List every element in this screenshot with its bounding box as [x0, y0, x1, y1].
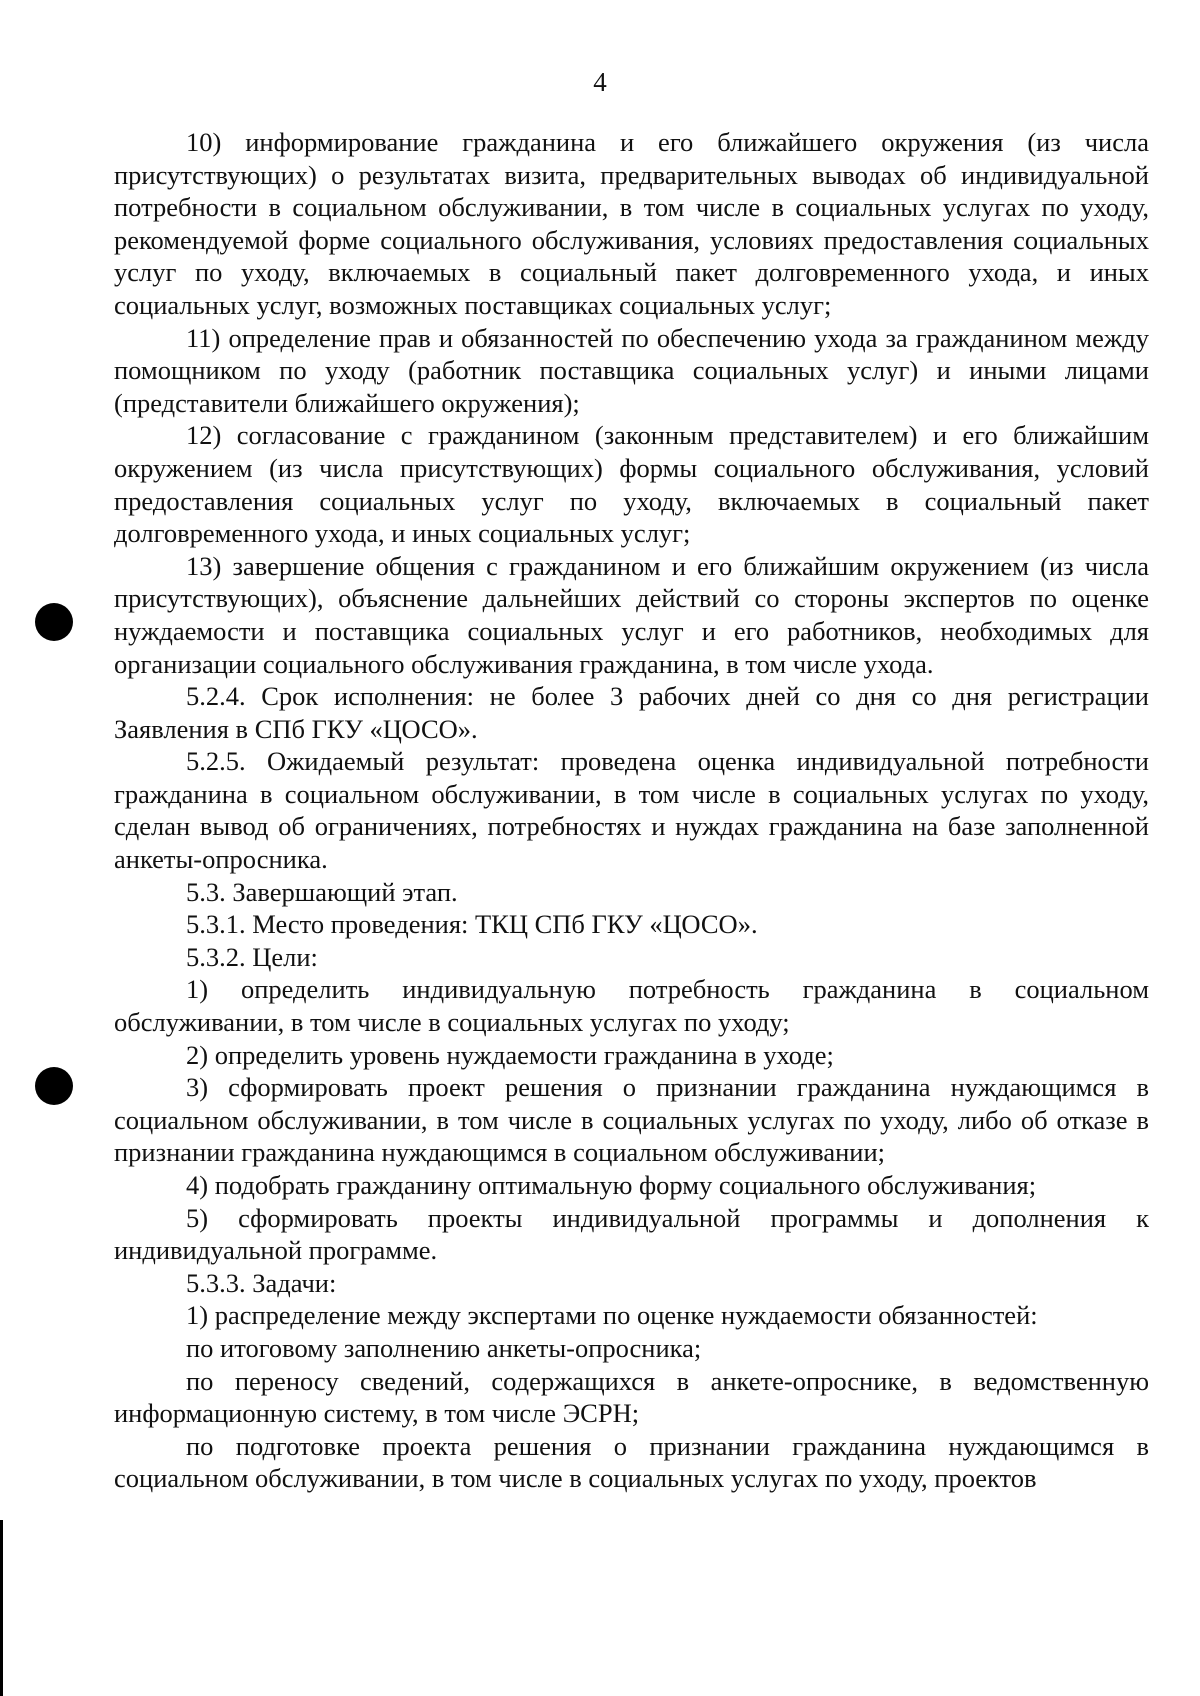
paragraph: 5.3.3. Задачи:	[186, 1267, 337, 1298]
paragraph: 5.3.2. Цели:	[186, 941, 318, 972]
page-number: 4	[593, 67, 607, 97]
section-heading: 5.3. Завершающий этап.	[186, 876, 458, 907]
list-item: 1) распределение между экспертами по оценке нуждаемости обязанностей:	[186, 1300, 1038, 1331]
list-item: 2) определить уровень нуждаемости гражданина в уходе;	[186, 1039, 834, 1070]
list-item: 4) подобрать гражданину оптимальную форму социального обслуживания;	[186, 1170, 1037, 1200]
list-item: по переносу сведений, содержащихся в анкете-опроснике, в ведомственную информационную систему, в том числе ЭСРН;	[114, 1365, 1149, 1429]
paragraph: 12) согласование с гражданином (законным представителем) и его ближайшим окружением (из числа присутствующих) формы социального обслуживания, условий предоставления социальных услуг по уходу, включаемых в социальный пакет долговременного ухода, и иных социальных услуг;	[114, 420, 1149, 549]
paragraph: 5.3.1. Место проведения: ТКЦ СПб ГКУ «ЦОСО».	[186, 909, 758, 940]
paragraph: 10) информирование гражданина и его ближайшего окружения (из числа присутствующих) о результатах визита, предварительных выводах об индивидуальной потребности в социальном обслуживании, в том числе в социальных услугах по уходу, рекомендуемой форме социального обслуживания, условиях предоставления социальных услуг по уходу, включаемых в социальный пакет долговременного ухода, и иных социальных услуг, возможных поставщиках социальных услуг;	[114, 127, 1149, 320]
punch-hole-mark	[35, 603, 73, 641]
punch-hole-mark	[35, 1067, 73, 1105]
paragraph: 5.2.5. Ожидаемый результат: проведена оценка индивидуальной потребности гражданина в социальном обслуживании, в том числе в социальных услугах по уходу, сделан вывод об ограничениях, потребностях и нуждах гражданина на базе заполненной анкеты-опросника.	[114, 746, 1149, 875]
paragraph: 11) определение прав и обязанностей по обеспечению ухода за гражданином между помощником по уходу (работник поставщика социальных услуг) и иными лицами (представители ближайшего окружения);	[114, 322, 1149, 418]
list-item: по подготовке проекта решения о признании гражданина нуждающимся в социальном обслуживании, в том числе в социальных услугах по уходу, проектов	[114, 1430, 1149, 1494]
list-item: 1) определить индивидуальную потребность гражданина в социальном обслуживании, в том числе в социальных услугах по уходу;	[114, 974, 1149, 1038]
scan-edge-mark	[0, 1520, 3, 1696]
paragraph: 5.2.4. Срок исполнения: не более 3 рабочих дней со дня со дня регистрации Заявления в СПб ГКУ «ЦОСО».	[114, 681, 1149, 744]
list-item: по итоговому заполнению анкеты-опросника;	[186, 1332, 702, 1363]
document-body	[114, 126, 1149, 1495]
list-item: 3) сформировать проект решения о признании гражданина нуждающимся в социальном обслуживании, в том числе в социальных услугах по уходу, либо об отказе в признании гражданина нуждающимся в социальном обслуживании;	[114, 1072, 1149, 1168]
paragraph: 13) завершение общения с гражданином и его ближайшим окружением (из числа присутствующих), объяснение дальнейших действий со стороны экспертов по оценке нуждаемости и поставщика социальных услуг и его работников, необходимых для организации социального обслуживания гражданина, в том числе ухода.	[114, 550, 1149, 679]
list-item: 5) сформировать проекты индивидуальной программы и дополнения к индивидуальной программе.	[114, 1202, 1149, 1266]
